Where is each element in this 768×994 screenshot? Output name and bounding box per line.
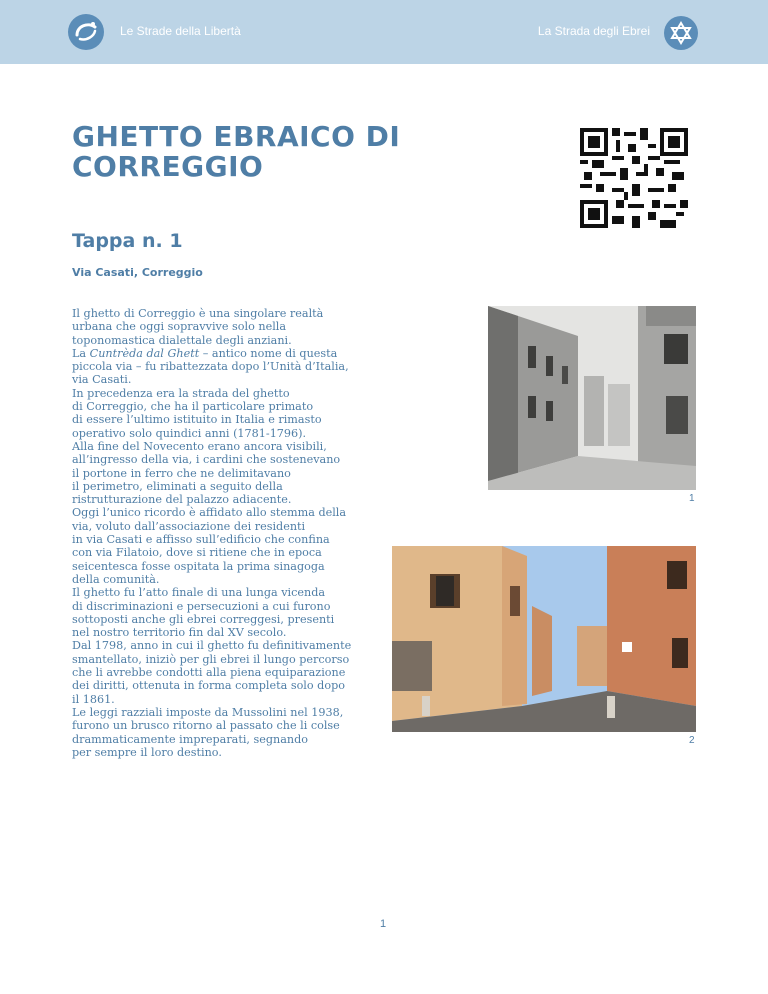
body-line: toponomastica dialettale degli anziani. (72, 333, 292, 347)
body-line: sottoposti anche gli ebrei correggesi, presenti (72, 612, 335, 626)
body-line: il portone in ferro che ne delimitavano (72, 466, 291, 480)
body-line: di discriminazioni e persecuzioni a cui furono (72, 599, 331, 613)
body-line: In precedenza era la strada del ghetto (72, 386, 290, 400)
historic-street-photo (488, 306, 696, 490)
body-line: di Correggio, che ha il particolare primato (72, 400, 314, 414)
star-of-david-icon (664, 16, 698, 50)
body-line: Il ghetto fu l’atto finale di una lunga vicenda (72, 586, 326, 600)
header-route-title: La Strada degli Ebrei (537, 24, 650, 38)
body-line: urbana che oggi sopravvive solo nella (72, 320, 287, 334)
header-series-title: Le Strade della Libertà (120, 24, 241, 38)
body-line: di essere l’ultimo istituito in Italia e rimasto (72, 413, 322, 427)
page-number: 1 (380, 918, 387, 930)
photo-caption: 1 (689, 493, 695, 504)
body-line: piccola via – fu ribattezzata dopo l’Unità d’Italia, (72, 360, 349, 374)
qr-code[interactable] (580, 128, 688, 228)
body-text (72, 307, 377, 759)
body-line: Il ghetto di Correggio è una singolare realtà (72, 307, 324, 320)
body-line: via, voluto dall’associazione dei residenti (72, 519, 306, 533)
body-line: della comunità. (72, 572, 160, 586)
body-line: Dal 1798, anno in cui il ghetto fu definitivamente (72, 639, 352, 653)
body-line: all’ingresso della via, i cardini che sostenevano (72, 453, 341, 467)
body-line: ristrutturazione del palazzo adiacente. (72, 493, 292, 507)
header-bar (0, 0, 768, 64)
body-line: via Casati. (72, 373, 132, 387)
stage-address: Via Casati, Correggio (72, 266, 203, 279)
swirl-logo-icon (68, 14, 104, 50)
body-line: smantellato, iniziò per gli ebrei il lungo percorso (72, 652, 350, 666)
body-line: il 1861. (72, 692, 115, 706)
body-line: il perimetro, eliminati a seguito della (72, 479, 283, 493)
body-line: furono un brusco ritorno al passato che li colse (72, 719, 340, 733)
body-line: che li avrebbe condotti alla piena equiparazione (72, 666, 346, 680)
body-line: seicentesca fosse ospitata la prima sinagoga (72, 559, 325, 573)
photo-caption: 2 (689, 735, 695, 746)
modern-street-photo (392, 546, 696, 732)
stage-heading: Tappa n. 1 (72, 230, 183, 252)
body-line: La Cuntrèda dal Ghett – antico nome di questa (72, 346, 338, 360)
body-line: Oggi l’unico ricordo è affidato allo stemma della (72, 506, 347, 520)
page-title: GHETTO EBRAICO DI CORREGGIO (72, 120, 401, 183)
body-line: dei diritti, ottenuta in forma completa solo dopo (72, 679, 345, 693)
body-line: nel nostro territorio fin dal XV secolo. (72, 626, 287, 640)
body-line: operativo solo quindici anni (1781-1796). (72, 426, 307, 440)
body-line: drammaticamente impreparati, segnando (72, 732, 309, 746)
body-line: con via Filatoio, dove si ritiene che in epoca (72, 546, 322, 560)
body-line: Alla fine del Novecento erano ancora visibili, (72, 439, 327, 453)
body-line: Le leggi razziali imposte da Mussolini nel 1938, (72, 705, 344, 719)
dialect-name: Cuntrèda dal Ghett (89, 346, 200, 360)
body-line: per sempre il loro destino. (72, 745, 222, 759)
body-line: in via Casati e affisso sull’edificio che confina (72, 533, 330, 547)
